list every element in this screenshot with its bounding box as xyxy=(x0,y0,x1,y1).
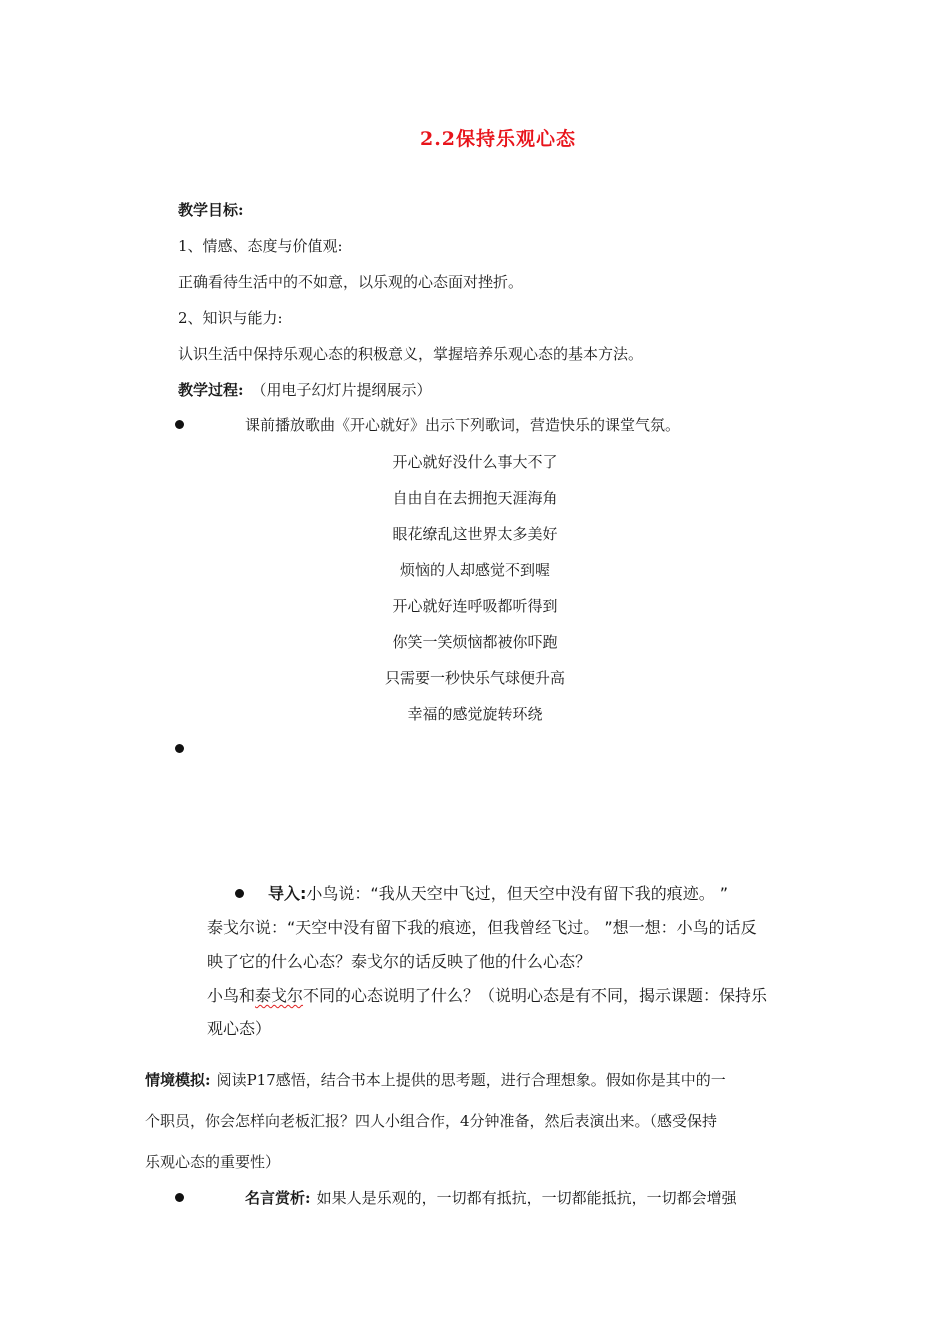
scenario-line-2: 个职员，你会怎样向老板汇报？四人小组合作，4分钟准备，然后表演出来。（感受保持 xyxy=(145,1112,718,1130)
bullet-icon xyxy=(175,1193,184,1202)
objective-1-title: 1、情感、态度与价值观: xyxy=(178,237,343,255)
process-line xyxy=(178,380,432,400)
bullet-icon xyxy=(235,889,244,898)
bullet-icon xyxy=(175,744,184,753)
intro-label: 导入: xyxy=(268,884,307,903)
intro-line-2: 泰戈尔说：“天空中没有留下我的痕迹，但我曾经飞过。 ”想一想：小鸟的话反 xyxy=(207,918,757,937)
scenario-label: 情境模拟 xyxy=(145,1071,206,1089)
lyric-line: 你笑一笑烦恼都被你吓跑 xyxy=(392,633,558,651)
scenario-colon: : xyxy=(205,1071,211,1089)
objective-2-title: 2、知识与能力: xyxy=(178,309,283,327)
lyric-line: 幸福的感觉旋转环绕 xyxy=(407,705,543,723)
quote-line xyxy=(245,1188,737,1208)
lyric-line: 开心就好没什么事大不了 xyxy=(392,453,558,471)
intro-line-5: 观心态） xyxy=(207,1019,272,1038)
quote-label: 名言赏析 xyxy=(245,1189,306,1207)
lyric-line: 烦恼的人却感觉不到喔 xyxy=(399,561,550,579)
scenario-line-3: 乐观心态的重要性） xyxy=(145,1153,281,1171)
process-heading: 教学过程: xyxy=(178,381,244,399)
lyric-line: 开心就好连呼吸都听得到 xyxy=(392,597,558,615)
page-title: 2.2保持乐观心态 xyxy=(419,128,577,150)
intro-text-4b: 不同的心态说明了什么？（说明心态是有不同，揭示课题：保持乐 xyxy=(303,986,768,1005)
lyric-line: 只需要一秒快乐气球便升高 xyxy=(384,669,565,687)
lyric-line: 自由自在去拥抱天涯海角 xyxy=(392,489,558,507)
intro-line-3: 映了它的什么心态？泰戈尔的话反映了他的什么心态？ xyxy=(207,952,592,971)
objective-2-text: 认识生活中保持乐观心态的积极意义，掌握培养乐观心态的基本方法。 xyxy=(178,345,644,363)
objective-1-text: 正确看待生活中的不如意，以乐观的心态面对挫折。 xyxy=(178,273,524,291)
spellcheck-mark: 泰戈尔 xyxy=(255,986,304,1005)
lyric-line: 眼花缭乱这世界太多美好 xyxy=(392,525,558,543)
song-intro: 课前播放歌曲《开心就好》出示下列歌词，营造快乐的课堂气氛。 xyxy=(245,416,681,434)
bullet-icon xyxy=(175,420,184,429)
intro-line-1 xyxy=(268,883,728,904)
intro-text-1: 小鸟说：“我从天空中飞过，但天空中没有留下我的痕迹。 ” xyxy=(306,884,729,903)
intro-text-4a: 小鸟和 xyxy=(207,986,256,1005)
scenario-line-1 xyxy=(145,1070,726,1090)
process-note: （用电子幻灯片提纲展示） xyxy=(251,381,432,399)
quote-colon: : xyxy=(305,1189,311,1207)
scenario-text-1: 阅读P17感悟，结合书本上提供的思考题，进行合理想象。假如你是其中的一 xyxy=(216,1071,726,1089)
quote-text: 如果人是乐观的，一切都有抵抗，一切都能抵抗，一切都会增强 xyxy=(316,1189,737,1207)
intro-line-4 xyxy=(207,985,767,1006)
objectives-heading: 教学目标: xyxy=(178,201,244,219)
